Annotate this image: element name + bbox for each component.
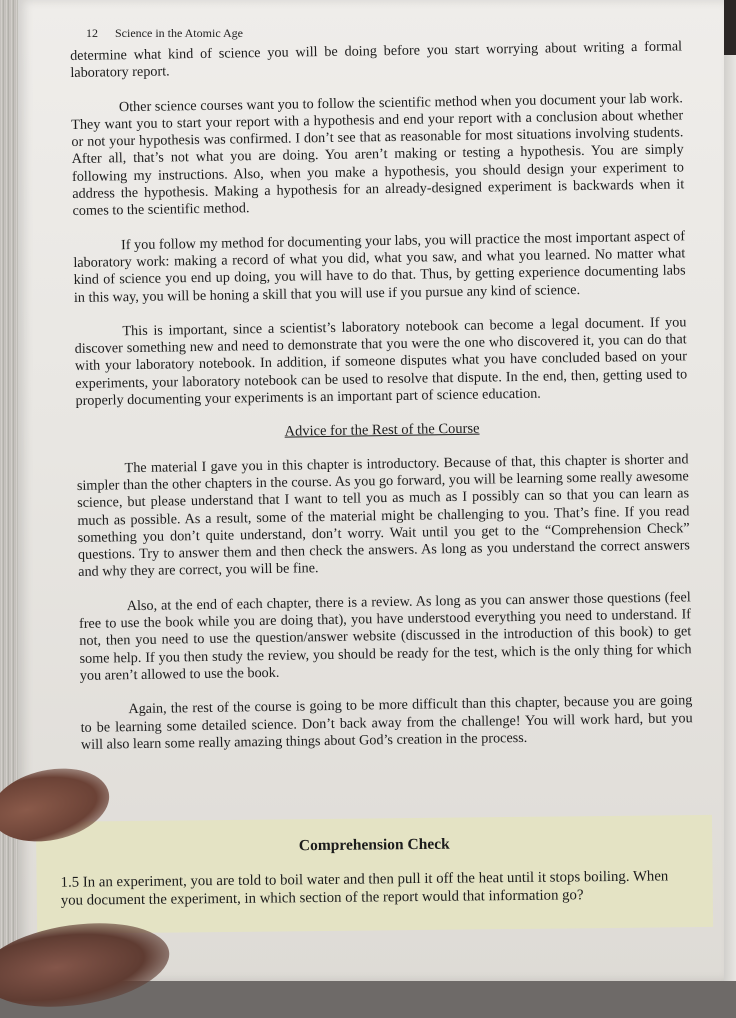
paragraph-continuation: determine what kind of science you will be doing before you start worrying about writing a formal laboratory report. <box>70 38 683 82</box>
page-number: 12 <box>86 26 98 40</box>
comprehension-question: 1.5 In an experiment, you are told to boil water and then pull it off the heat until it stops boiling. When you document the experiment, in which section of the report would that information go? <box>60 868 669 909</box>
running-header <box>86 26 243 41</box>
page-body <box>70 38 693 771</box>
section-title: Advice for the Rest of the Course <box>284 420 480 441</box>
paragraph-scientific-method: Other science courses want you to follow the scientific method when you document your lab work. They want you to start your report with a hypothesis and end your report with a conclusion about whether or not your hypothesis was confirmed. I don’t see that as reasonable for most situations involving students. After all, that’s not what you are doing. You aren’t making or testing a hypothesis. You are simply following my instructions. Also, when you make a hypothesis, you should design your experiment to address the hypothesis. Making a hypothesis for an already-designed experiment is backwards when it comes to the scientific method. <box>71 89 685 220</box>
paragraph-legal-document: This is important, since a scientist’s laboratory notebook can become a legal document. If you discover something new and need to demonstrate that you were the one who discovered it, you can do that with your laboratory notebook. In addition, if someone disputes what you have concluded based on your experiments, your laboratory notebook can be used to resolve that dispute. In the end, then, getting used to properly documenting your experiments is an important part of science education. <box>74 314 688 410</box>
running-title: Science in the Atomic Age <box>115 26 243 40</box>
comprehension-check-title: Comprehension Check <box>298 835 450 855</box>
paragraph-review: Also, at the end of each chapter, there is a review. As long as you can answer those questions (feel free to use the book while you are doing that), you have understood everything you need to understand. If not, then you need to use the question/answer website (discussed in the introduction of this book) to get some help. If you then study the review, you should be ready for the test, which is the only thing for which you aren’t allowed to use the book. <box>78 589 692 684</box>
comprehension-check-box <box>36 815 713 934</box>
paragraph-documenting-labs: If you follow my method for documenting your labs, you will practice the most important aspect of laboratory work: making a record of what you did, what you saw, and what you learned. No matter what kind of science you end up doing, you will have to do that. Thus, by getting experience documenting labs in this way, you will be honing a skill that you will use if you pursue any kind of science. <box>73 228 686 306</box>
paragraph-challenge: Again, the rest of the course is going to be more difficult than this chapter, because you are going to be learning some detailed science. Don’t back away from the challenge! You will work hard, but you will also learn some really amazing things about God’s creation in the process. <box>80 692 693 753</box>
paragraph-introductory: The material I gave you in this chapter is introductory. Because of that, this chapter is shorter and simpler than the other chapters in the course. As you go forward, you will be learning some really awesome science, but please understand that I want to tell you as much as I possibly can so that you can learn as much as possible. As a result, some of the material might be challenging to you. That’s fine. If you read something you don’t quite understand, don’t worry. Wait until you get to the “Comprehension Check” questions. Try to answer them and then check the answers. As long as you understand the correct answers and why they are correct, you will be fine. <box>76 450 691 581</box>
